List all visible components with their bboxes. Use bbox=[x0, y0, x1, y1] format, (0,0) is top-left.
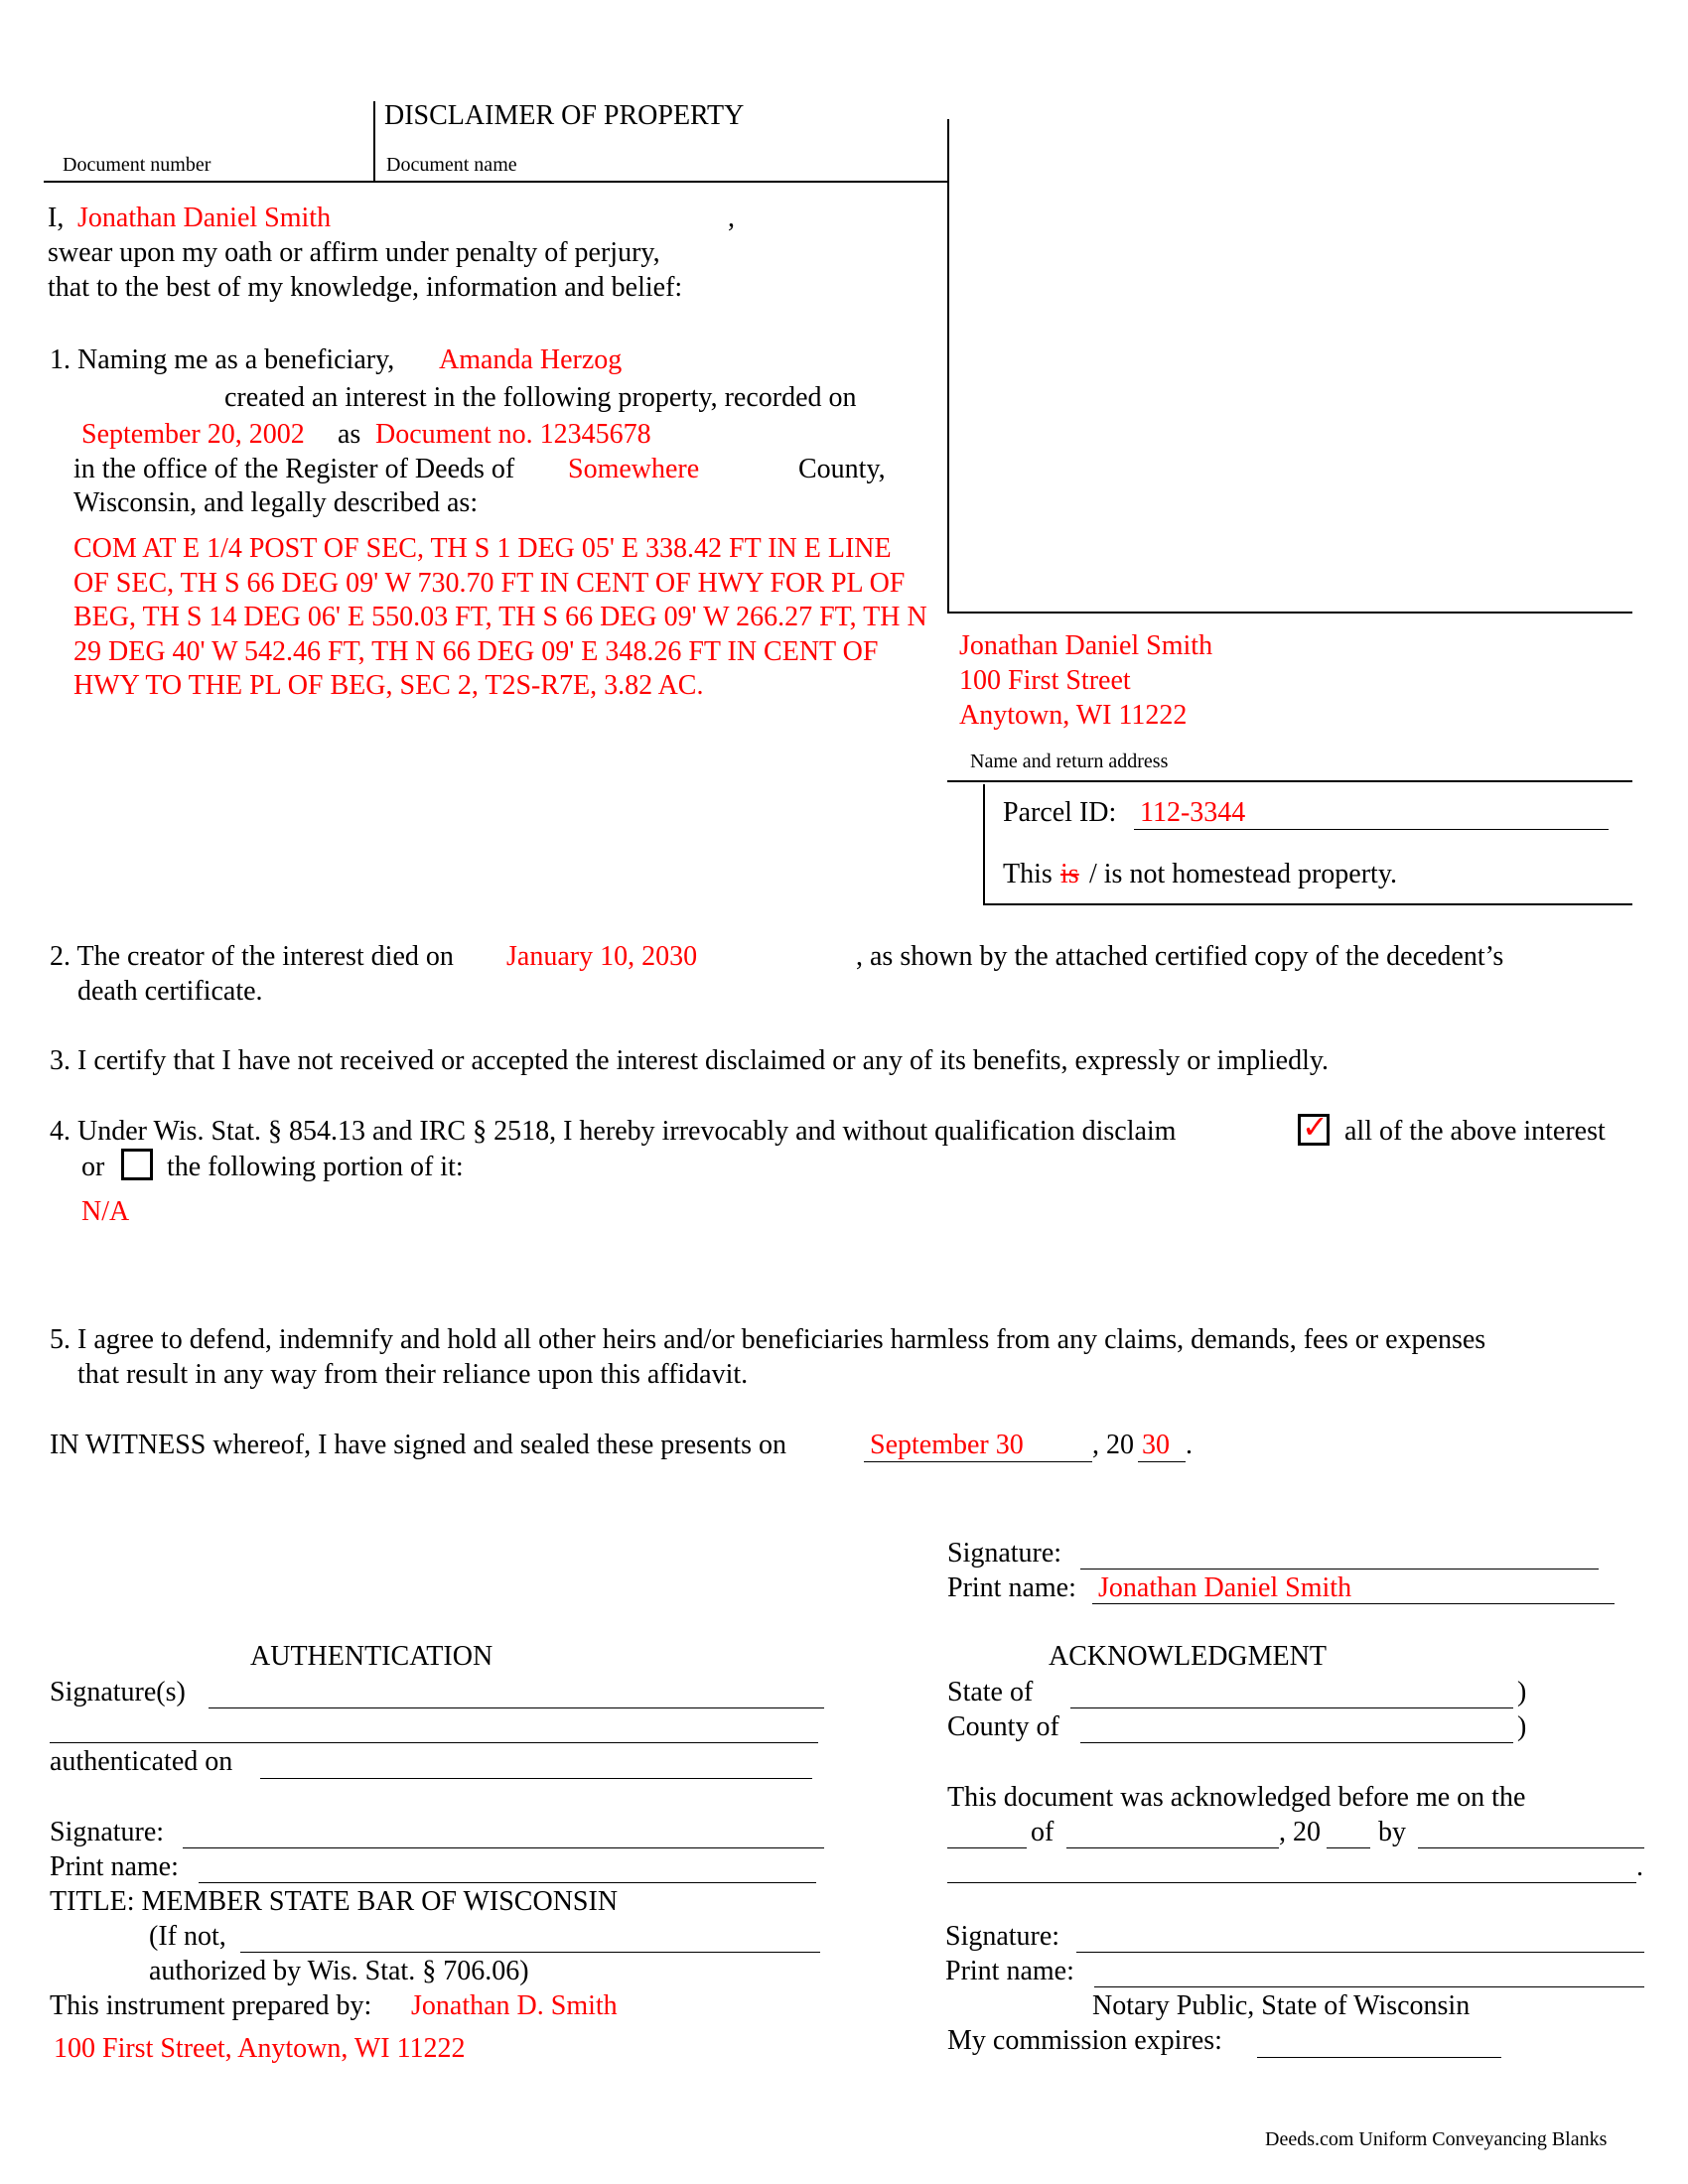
parcel-id-value: 112-3344 bbox=[1140, 797, 1246, 828]
bar-title-line: TITLE: MEMBER STATE BAR OF WISCONSIN bbox=[50, 1886, 619, 1917]
oath-line: swear upon my oath or affirm under penalty of perjury, bbox=[48, 237, 660, 268]
portion-value: N/A bbox=[81, 1196, 130, 1227]
ack-by-word: by bbox=[1378, 1817, 1406, 1847]
commission-line[interactable] bbox=[1257, 2057, 1501, 2058]
checkmark-icon: ✓ bbox=[1302, 1108, 1329, 1146]
parcel-box-bottom bbox=[983, 903, 1632, 905]
commission-label: My commission expires: bbox=[947, 2025, 1222, 2056]
authenticated-on-label: authenticated on bbox=[50, 1746, 233, 1777]
signer-print-name-line bbox=[1092, 1603, 1615, 1604]
affiant-name: Jonathan Daniel Smith bbox=[77, 203, 332, 233]
as-word: as bbox=[338, 419, 361, 450]
signatures-line-1[interactable] bbox=[209, 1707, 824, 1708]
document-title: DISCLAIMER OF PROPERTY bbox=[384, 100, 745, 131]
state-of-label: State of bbox=[947, 1677, 1034, 1707]
return-box-bottom bbox=[947, 780, 1632, 782]
creator-name: Amanda Herzog bbox=[439, 344, 623, 375]
item2-prefix: 2. The creator of the interest died on bbox=[50, 941, 454, 972]
state-paren: ) bbox=[1517, 1677, 1527, 1707]
item2-line2: death certificate. bbox=[77, 976, 263, 1007]
or-word: or bbox=[81, 1152, 105, 1182]
signatures-label: Signature(s) bbox=[50, 1677, 186, 1707]
homestead-suffix: / is not homestead property. bbox=[1089, 859, 1398, 889]
portion-checkbox[interactable] bbox=[121, 1149, 153, 1180]
authorized-line: authorized by Wis. Stat. § 706.06) bbox=[149, 1956, 529, 1986]
witness-prefix: IN WITNESS whereof, I have signed and sealed these presents on bbox=[50, 1430, 787, 1460]
ack-of-word: of bbox=[1031, 1817, 1055, 1847]
ack-name-line[interactable] bbox=[947, 1882, 1636, 1883]
legal-description: COM AT E 1/4 POST OF SEC, TH S 1 DEG 05' E 338.42 FT IN E LINE OF SEC, TH S 66 DEG 09' W 730.70 FT IN CENT OF HWY FOR PL OF BEG, TH S 14 DEG 06' E 550.03 FT, TH S 66 DEG 09' W 266.27 FT, TH N 29 DEG 40' W 542.46 FT, TH N 66 DEG 09' E 348.26 FT IN CENT OF HWY TO THE PL OF BEG, SEC 2, T2S-R7E, 3.82 AC. bbox=[73, 533, 927, 701]
header-divider bbox=[373, 101, 375, 181]
preparer-address: 100 First Street, Anytown, WI 11222 bbox=[54, 2033, 466, 2064]
return-street: 100 First Street bbox=[959, 665, 1131, 696]
parcel-box-left bbox=[983, 784, 985, 903]
recording-area-border bbox=[947, 119, 949, 614]
auth-print-name-label: Print name: bbox=[50, 1851, 179, 1882]
item1-prefix: 1. Naming me as a beneficiary, bbox=[50, 344, 395, 375]
county-prefix: in the office of the Register of Deeds of bbox=[73, 454, 515, 484]
if-not-line[interactable] bbox=[240, 1952, 820, 1953]
item4-text: 4. Under Wis. Stat. § 854.13 and IRC § 2518, I hereby irrevocably and without qualification disclaim bbox=[50, 1116, 1177, 1147]
notary-print-name-line[interactable] bbox=[1094, 1986, 1644, 1987]
return-city: Anytown, WI 11222 bbox=[959, 700, 1188, 731]
signer-signature-label: Signature: bbox=[947, 1538, 1062, 1569]
ack-by-line[interactable] bbox=[1418, 1847, 1644, 1848]
county-of-line[interactable] bbox=[1080, 1742, 1513, 1743]
state-of-line[interactable] bbox=[1070, 1707, 1513, 1708]
parcel-id-underline bbox=[1134, 829, 1609, 830]
all-interest-label: all of the above interest bbox=[1344, 1116, 1606, 1147]
witness-year: 30 bbox=[1142, 1430, 1170, 1460]
all-interest-checkbox[interactable] bbox=[1298, 1108, 1330, 1146]
portion-label: the following portion of it: bbox=[167, 1152, 464, 1182]
county-suffix: County, bbox=[798, 454, 886, 484]
affiant-prefix: I, bbox=[48, 203, 65, 233]
homestead-struck: is bbox=[1060, 859, 1079, 889]
item5-line1: 5. I agree to defend, indemnify and hold all other heirs and/or beneficiaries harmless from any claims, demands, fees or expenses bbox=[50, 1324, 1486, 1355]
signer-signature-line[interactable] bbox=[1080, 1569, 1599, 1570]
prepared-by-label: This instrument prepared by: bbox=[50, 1990, 372, 2021]
auth-print-name-line[interactable] bbox=[199, 1882, 816, 1883]
return-box-top bbox=[947, 612, 1632, 614]
death-date: January 10, 2030 bbox=[506, 941, 698, 972]
recorded-date: September 20, 2002 bbox=[81, 419, 305, 450]
if-not-label: (If not, bbox=[149, 1921, 226, 1952]
item5-line2: that result in any way from their reliance upon this affidavit. bbox=[77, 1359, 749, 1390]
parcel-id-label: Parcel ID: bbox=[1003, 797, 1117, 828]
witness-year-underline bbox=[1138, 1461, 1186, 1462]
authenticated-on-line[interactable] bbox=[260, 1778, 812, 1779]
acknowledged-line: This document was acknowledged before me on the bbox=[947, 1782, 1526, 1813]
notary-print-name-label: Print name: bbox=[945, 1956, 1074, 1986]
acknowledgment-title: ACKNOWLEDGMENT bbox=[1049, 1641, 1327, 1672]
signer-print-name-label: Print name: bbox=[947, 1572, 1076, 1603]
notary-signature-label: Signature: bbox=[945, 1921, 1060, 1952]
document-no: Document no. 12345678 bbox=[375, 419, 651, 450]
ack-twenty: , 20 bbox=[1279, 1817, 1321, 1847]
signer-print-name: Jonathan Daniel Smith bbox=[1098, 1572, 1352, 1603]
county-name: Somewhere bbox=[568, 454, 700, 484]
belief-line: that to the best of my knowledge, information and belief: bbox=[48, 272, 683, 303]
return-name: Jonathan Daniel Smith bbox=[959, 630, 1213, 661]
witness-date: September 30 bbox=[870, 1430, 1024, 1460]
ack-month-line[interactable] bbox=[1066, 1847, 1279, 1848]
return-address-label: Name and return address bbox=[970, 751, 1169, 772]
witness-period: . bbox=[1186, 1430, 1193, 1460]
witness-date-underline bbox=[864, 1461, 1092, 1462]
notary-signature-line[interactable] bbox=[1076, 1952, 1644, 1953]
notary-title: Notary Public, State of Wisconsin bbox=[1092, 1990, 1471, 2021]
affiant-comma: , bbox=[728, 203, 735, 233]
homestead-prefix: This bbox=[1003, 859, 1053, 889]
ack-day-line[interactable] bbox=[947, 1847, 1027, 1848]
authentication-title: AUTHENTICATION bbox=[250, 1641, 493, 1672]
document-number-label: Document number bbox=[63, 154, 211, 176]
county-paren: ) bbox=[1517, 1711, 1527, 1742]
document-name-label: Document name bbox=[386, 154, 517, 176]
described-line: Wisconsin, and legally described as: bbox=[73, 487, 479, 518]
header-rule bbox=[44, 181, 947, 183]
ack-year-line[interactable] bbox=[1327, 1847, 1370, 1848]
auth-signature-label: Signature: bbox=[50, 1817, 165, 1847]
auth-signature-line[interactable] bbox=[183, 1847, 824, 1848]
ack-period: . bbox=[1636, 1851, 1643, 1882]
preparer-name: Jonathan D. Smith bbox=[411, 1990, 618, 2021]
witness-year-prefix: , 20 bbox=[1092, 1430, 1134, 1460]
item1-line2: created an interest in the following property, recorded on bbox=[224, 382, 857, 413]
item3-text: 3. I certify that I have not received or accepted the interest disclaimed or any of its benefits, expressly or impliedly. bbox=[50, 1045, 1330, 1076]
county-of-label: County of bbox=[947, 1711, 1059, 1742]
footer-text: Deeds.com Uniform Conveyancing Blanks bbox=[1265, 2128, 1608, 2150]
item2-suffix: , as shown by the attached certified copy of the decedent’s bbox=[856, 941, 1504, 972]
signatures-line-2[interactable] bbox=[50, 1742, 818, 1743]
